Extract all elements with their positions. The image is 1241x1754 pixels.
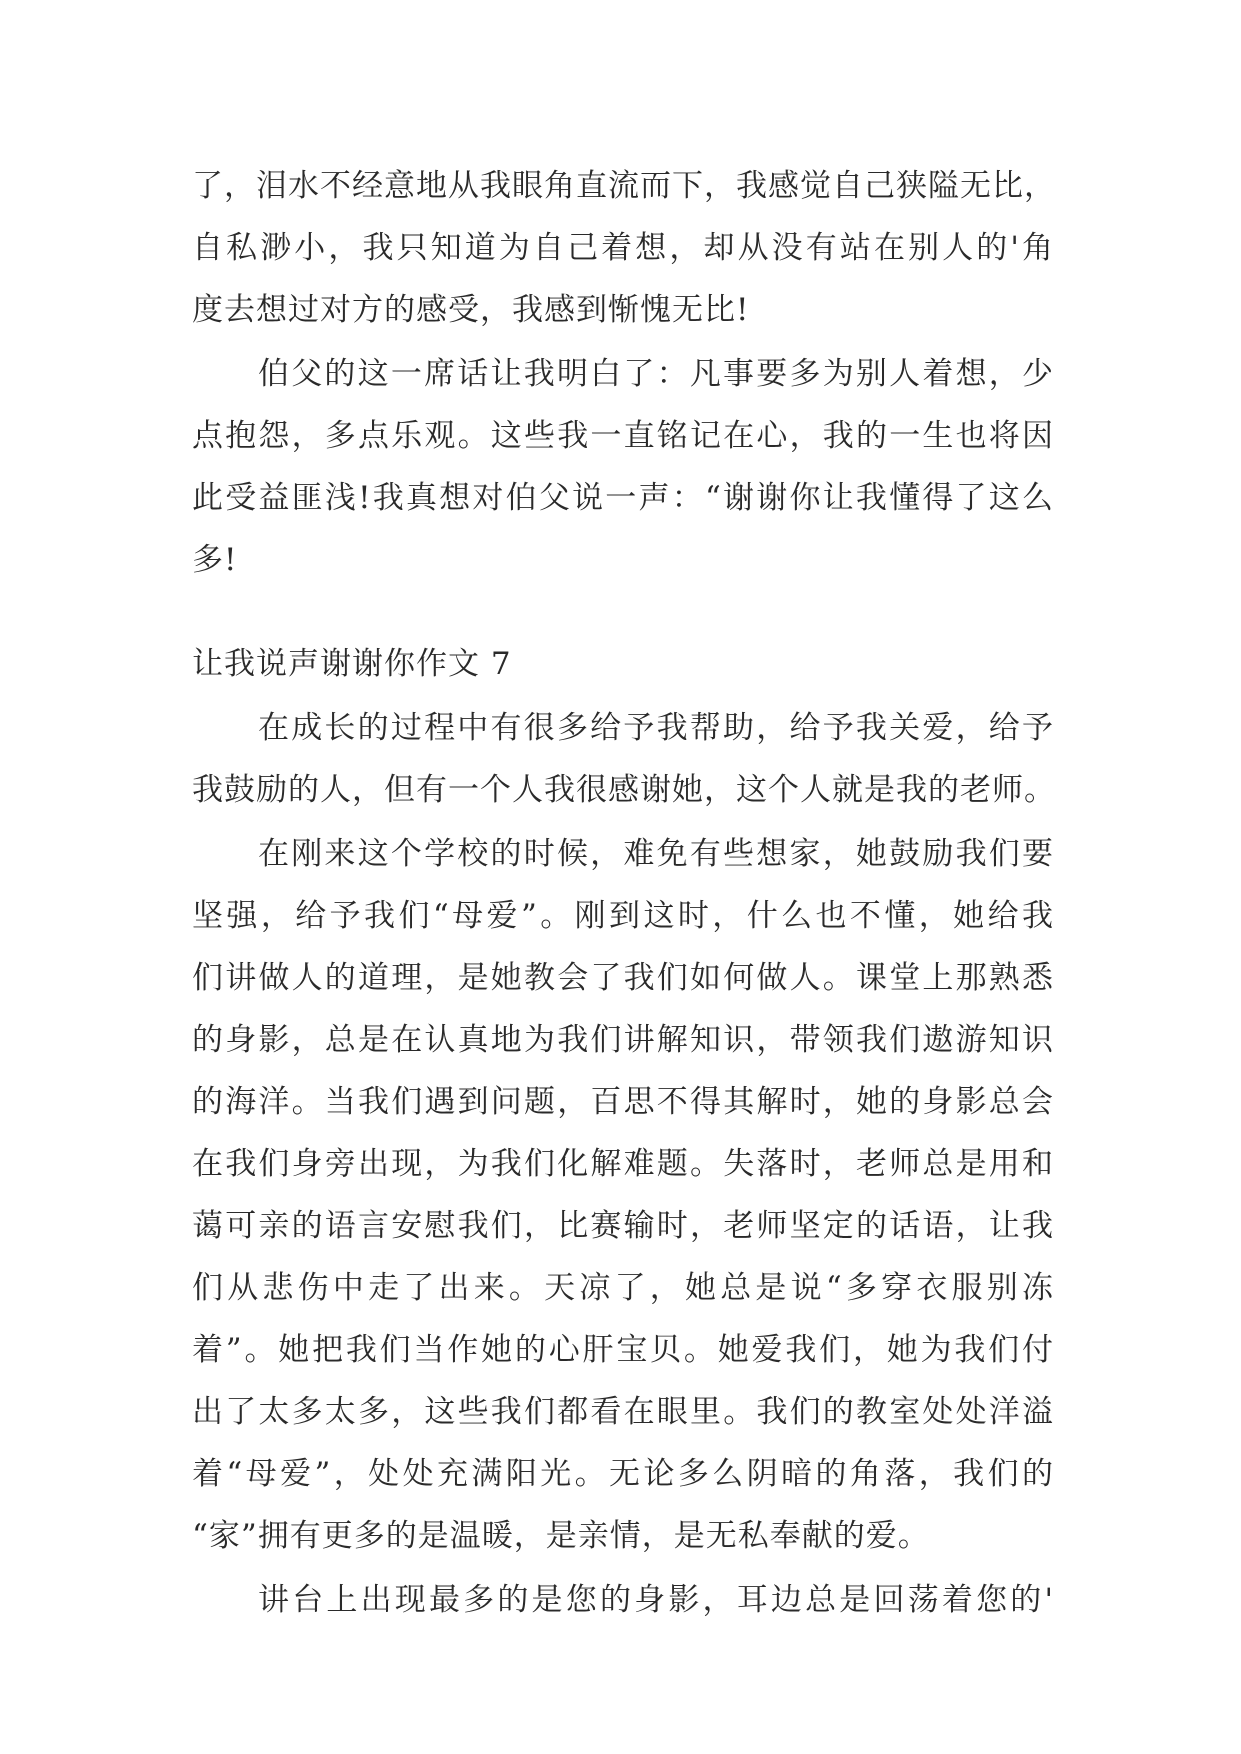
paragraph-line: “家”拥有更多的是温暖，是亲情，是无私奉献的爱。: [192, 1518, 930, 1554]
paragraph-line: 坚强，给予我们“母爱”。刚到这时，什么也不懂，她给我: [192, 898, 1054, 934]
paragraph-line: 在刚来这个学校的时候，难免有些想家，她鼓励我们要: [258, 836, 1054, 872]
paragraph-line: 着”。她把我们当作她的心肝宝贝。她爱我们，她为我们付: [192, 1332, 1054, 1368]
paragraph-line: 的身影，总是在认真地为我们讲解知识，带领我们遨游知识: [192, 1022, 1054, 1058]
paragraph-line: 的海洋。当我们遇到问题，百思不得其解时，她的身影总会: [192, 1084, 1054, 1120]
section-heading: 让我说声谢谢你作文 7: [192, 646, 512, 682]
paragraph-line: 了，泪水不经意地从我眼角直流而下，我感觉自己狭隘无比，: [192, 168, 1056, 204]
paragraph-line: 蔼可亲的语言安慰我们，比赛输时，老师坚定的话语，让我: [192, 1208, 1054, 1244]
paragraph-line: 在我们身旁出现，为我们化解难题。失落时，老师总是用和: [192, 1146, 1054, 1182]
paragraph-line: 出了太多太多，这些我们都看在眼里。我们的教室处处洋溢: [192, 1394, 1054, 1430]
paragraph-line: 们讲做人的道理，是她教会了我们如何做人。课堂上那熟悉: [192, 960, 1054, 996]
paragraph-line: 我鼓励的人，但有一个人我很感谢她，这个人就是我的老师。: [192, 772, 1056, 808]
paragraph-line: 点抱怨，多点乐观。这些我一直铭记在心，我的一生也将因: [192, 418, 1054, 454]
paragraph-line: 此受益匪浅!我真想对伯父说一声：“谢谢你让我懂得了这么: [192, 480, 1054, 516]
paragraph-line: 多!: [192, 542, 238, 578]
paragraph-line: 着“母爱”，处处充满阳光。无论多么阴暗的角落，我们的: [192, 1456, 1054, 1492]
paragraph-line: 伯父的这一席话让我明白了：凡事要多为别人着想，少: [258, 356, 1054, 392]
paragraph-line: 在成长的过程中有很多给予我帮助，给予我关爱，给予: [258, 710, 1054, 746]
paragraph-line: 讲台上出现最多的是您的身影，耳边总是回荡着您的': [258, 1582, 1054, 1618]
paragraph-line: 们从悲伤中走了出来。天凉了，她总是说“多穿衣服别冻: [192, 1270, 1054, 1306]
paragraph-line: 度去想过对方的感受，我感到惭愧无比!: [192, 292, 750, 328]
paragraph-line: 自私渺小，我只知道为自己着想，却从没有站在别人的'角: [192, 230, 1054, 266]
